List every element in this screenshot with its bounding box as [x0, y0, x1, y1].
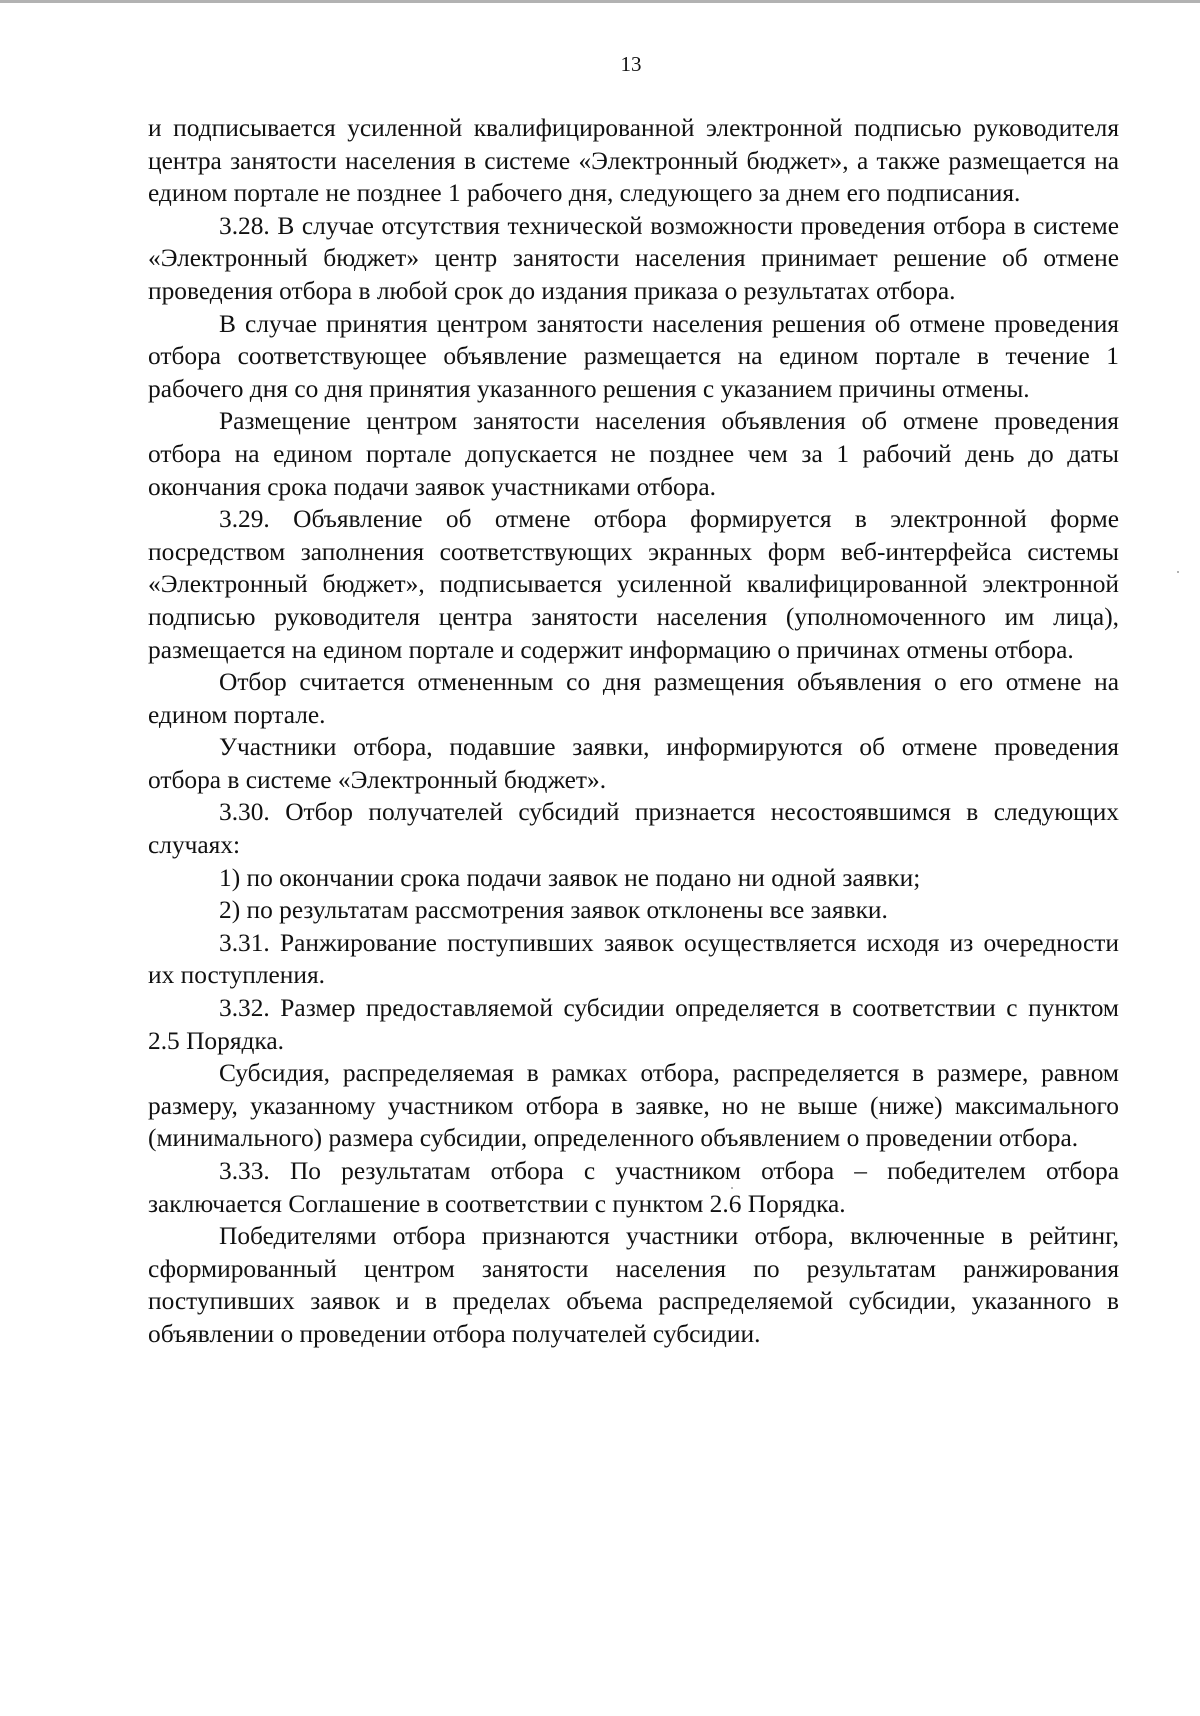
paragraph-3-32: 3.32. Размер предоставляемой субсидии определяется в соответствии с пунктом 2.5 Порядка.	[148, 994, 1119, 1055]
page-number: 13	[620, 52, 642, 76]
paragraph-3-31: 3.31. Ранжирование поступивших заявок осуществляется исходя из очередности их поступления.	[148, 928, 1119, 990]
paragraph-subsidy-size: Субсидия, распределяемая в рамках отбора, распределяется в размере, равном размеру, указанному участником отбора в заявке, но не выше (ниже) максимального (минимального) размера субсидии, определенного объявлением о проведении отбора.	[148, 1059, 1119, 1153]
paragraph-cancel-effective: Отбор считается отмененным со дня размещения объявления о его отмене на едином портале.	[148, 668, 1119, 729]
paragraph-3-28: 3.28. В случае отсутствия технической возможности проведения отбора в системе «Электронный бюджет» центр занятости населения принимает решение об отмене проведения отбора в любой срок до издания приказа о результатах отбора.	[148, 211, 1119, 305]
paragraph-3-33: 3.33. По результатам отбора с участником отбора – победителем отбора заключается Соглашение в соответствии с пунктом 2.6 Порядка.	[148, 1157, 1119, 1218]
paragraph-participants-informed: Участники отбора, подавшие заявки, информируются об отмене проведения отбора в системе «Электронный бюджет».	[148, 733, 1119, 794]
paragraph-winners: Победителями отбора признаются участники отбора, включенные в рейтинг, сформированный центром занятости населения по результатам ранжирования поступивших заявок и в пределах объема распределяемой субсидии, указанного в объявлении о проведении отбора получателей субсидии.	[148, 1222, 1119, 1348]
document-body	[148, 112, 1119, 1351]
paragraph-cancel-deadline: Размещение центром занятости населения объявления об отмене проведения отбора на едином портале допускается не позднее чем за 1 рабочий день до даты окончания срока подачи заявок участниками отбора.	[148, 407, 1119, 501]
scan-speck	[1177, 571, 1179, 573]
paragraph-3-30: 3.30. Отбор получателей субсидий признается несостоявшимся в следующих случаях:	[148, 798, 1119, 860]
paragraph-continuation: и подписывается усиленной квалифицированной электронной подписью руководителя центра занятости населения в системе «Электронный бюджет», а также размещается на едином портале не позднее 1 рабочего дня, следующего за днем его подписания.	[148, 114, 1119, 208]
scan-edge-line	[0, 0, 1200, 3]
list-item-1: 1) по окончании срока подачи заявок не подано ни одной заявки;	[219, 863, 921, 892]
paragraph-cancel-announcement: В случае принятия центром занятости населения решения об отмене проведения отбора соответствующее объявление размещается на едином портале в течение 1 рабочего дня со дня принятия указанного решения с указанием причины отмены.	[148, 309, 1119, 403]
list-item-2: 2) по результатам рассмотрения заявок отклонены все заявки.	[219, 896, 888, 925]
scan-speck	[731, 1187, 733, 1189]
paragraph-3-29: 3.29. Объявление об отмене отбора формируется в электронной форме посредством заполнения соответствующих экранных форм веб-интерфейса системы «Электронный бюджет», подписывается усиленной квалифицированной электронной подписью руководителя центра занятости населения (уполномоченного им лица), размещается на едином портале и содержит информацию о причинах отмены отбора.	[148, 505, 1119, 664]
